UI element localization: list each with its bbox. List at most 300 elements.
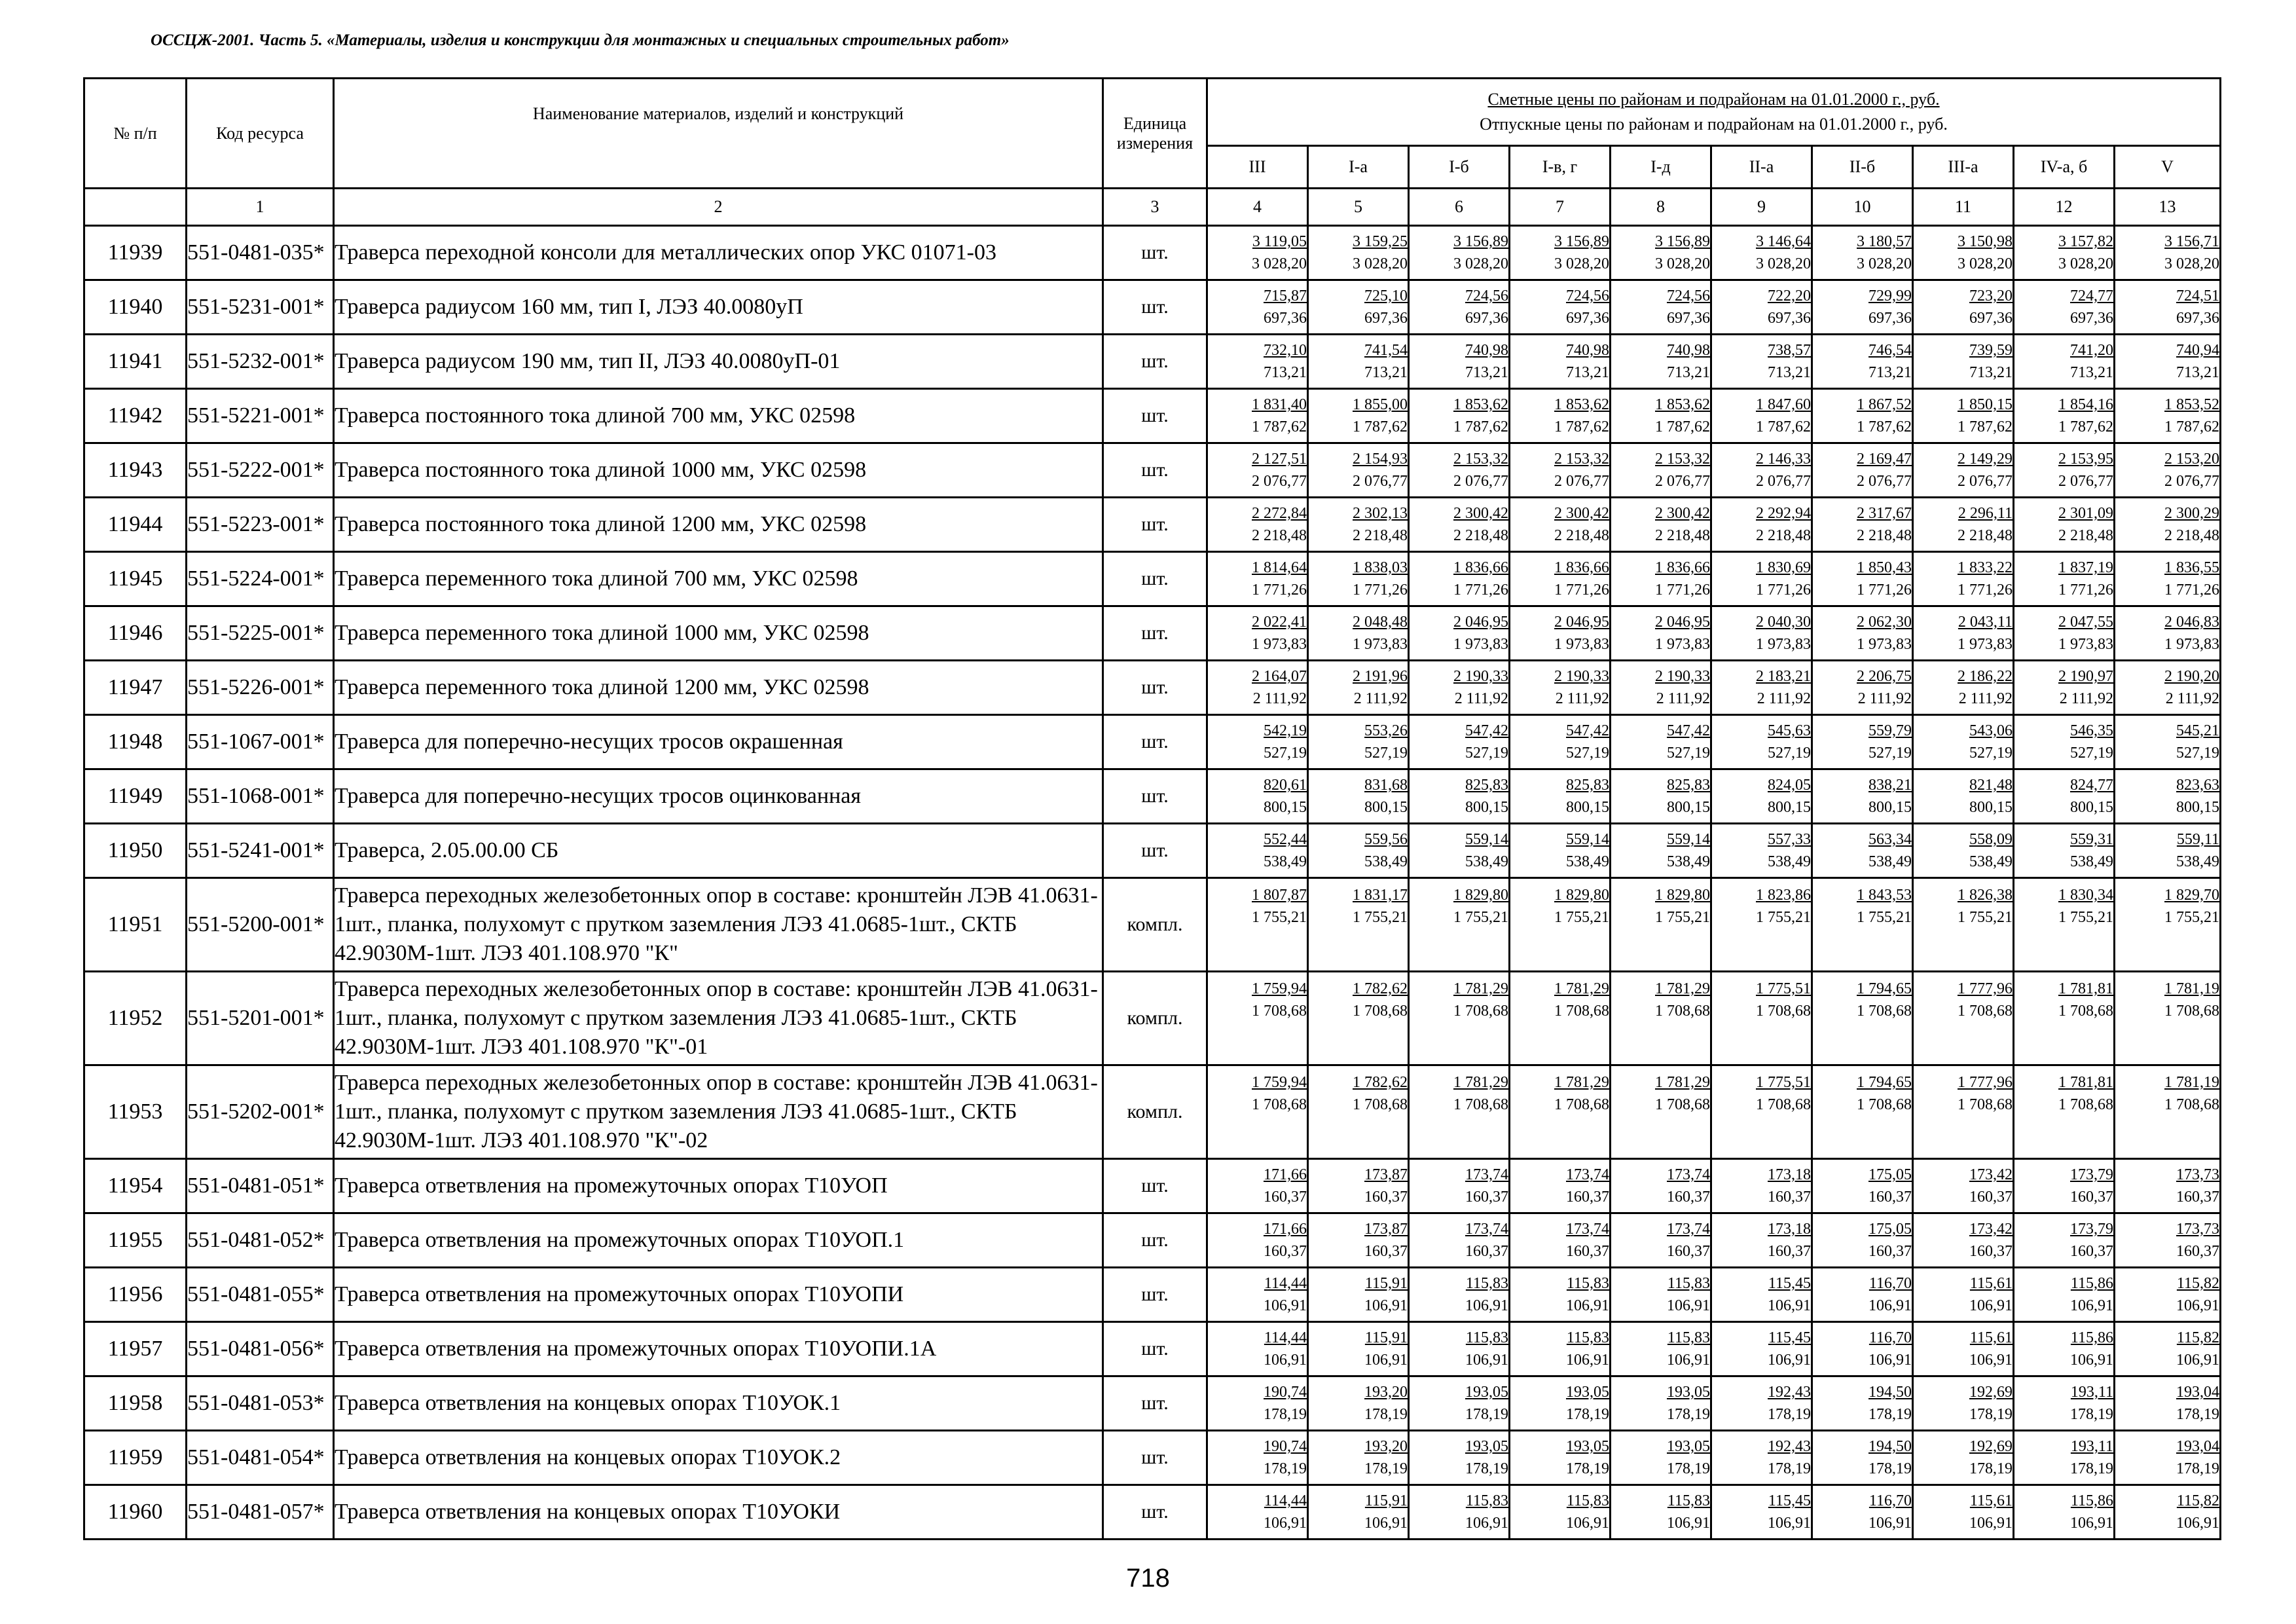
price-cell bbox=[2014, 972, 2115, 1065]
item-name: Траверса постоянного тока длиной 700 мм, УКС 02598 bbox=[334, 389, 1103, 443]
release-price: 2 218,48 bbox=[1554, 527, 1609, 544]
item-name: Траверса ответвления на промежуточных опорах Т10УОП.1 bbox=[334, 1213, 1103, 1268]
release-price: 1 973,83 bbox=[1857, 636, 1912, 653]
release-price: 713,21 bbox=[1364, 364, 1408, 381]
estimate-price: 545,63 bbox=[1768, 722, 1811, 739]
price-cell bbox=[1207, 1213, 1308, 1268]
estimate-price: 2 300,29 bbox=[2164, 505, 2220, 522]
estimate-price: 115,83 bbox=[1667, 1275, 1710, 1292]
estimate-price: 546,35 bbox=[2070, 722, 2113, 739]
resource-code: 551-0481-053* bbox=[187, 1376, 334, 1431]
estimate-price: 2 153,20 bbox=[2164, 451, 2220, 468]
estimate-price: 2 046,83 bbox=[2164, 614, 2220, 631]
release-price: 1 708,68 bbox=[1655, 1003, 1710, 1020]
estimate-price: 115,45 bbox=[1768, 1492, 1811, 1509]
price-cell bbox=[1510, 769, 1611, 824]
estimate-price: 173,74 bbox=[1465, 1221, 1508, 1238]
estimate-price: 192,69 bbox=[1969, 1438, 2013, 1455]
release-price: 178,19 bbox=[1264, 1460, 1307, 1477]
release-price: 1 787,62 bbox=[1554, 418, 1609, 435]
release-price: 2 076,77 bbox=[1857, 473, 1912, 490]
region-header: III bbox=[1207, 146, 1308, 189]
release-price: 538,49 bbox=[1364, 853, 1408, 870]
price-cell bbox=[2014, 1065, 2115, 1159]
estimate-price: 1 759,94 bbox=[1252, 980, 1307, 997]
estimate-price: 1 782,62 bbox=[1353, 980, 1408, 997]
release-price: 1 771,26 bbox=[1554, 581, 1609, 599]
release-price: 3 028,20 bbox=[1857, 255, 1912, 272]
release-price: 160,37 bbox=[1667, 1189, 1710, 1206]
estimate-price: 724,56 bbox=[1566, 287, 1609, 304]
table-body bbox=[84, 226, 2221, 1540]
release-price: 713,21 bbox=[1465, 364, 1508, 381]
table-row bbox=[84, 552, 2221, 606]
price-cell bbox=[2014, 1485, 2115, 1540]
price-cell bbox=[1409, 1159, 1510, 1213]
release-price: 1 771,26 bbox=[1655, 581, 1710, 599]
resource-code: 551-0481-035* bbox=[187, 226, 334, 280]
release-price: 2 076,77 bbox=[1453, 473, 1508, 490]
release-price: 1 708,68 bbox=[2058, 1096, 2113, 1113]
estimate-price: 724,56 bbox=[1667, 287, 1710, 304]
price-cell bbox=[1812, 824, 1913, 878]
price-cell bbox=[1409, 769, 1510, 824]
region-header: II-а bbox=[1711, 146, 1812, 189]
release-price: 160,37 bbox=[1768, 1189, 1811, 1206]
release-price: 160,37 bbox=[1465, 1243, 1508, 1260]
item-name: Траверса переменного тока длиной 700 мм, УКС 02598 bbox=[334, 552, 1103, 606]
price-cell bbox=[2014, 226, 2115, 280]
price-cell bbox=[1913, 1159, 2014, 1213]
price-cell bbox=[1207, 824, 1308, 878]
unit-of-measure: шт. bbox=[1103, 1159, 1207, 1213]
estimate-price: 114,44 bbox=[1264, 1275, 1307, 1292]
estimate-price: 173,18 bbox=[1768, 1166, 1811, 1183]
price-cell bbox=[1308, 972, 1409, 1065]
price-cell bbox=[1510, 280, 1611, 335]
price-cell bbox=[1711, 226, 1812, 280]
release-price: 1 755,21 bbox=[1756, 909, 1811, 926]
release-price: 178,19 bbox=[2070, 1460, 2113, 1477]
table-row bbox=[84, 972, 2221, 1065]
price-cell bbox=[1510, 1485, 1611, 1540]
price-cell bbox=[2115, 443, 2221, 498]
release-price: 160,37 bbox=[2070, 1189, 2113, 1206]
release-price: 1 771,26 bbox=[1353, 581, 1408, 599]
item-name: Траверса переменного тока длиной 1000 мм, УКС 02598 bbox=[334, 606, 1103, 661]
price-cell bbox=[1510, 1065, 1611, 1159]
estimate-price: 115,83 bbox=[1465, 1329, 1508, 1346]
price-cell bbox=[1711, 769, 1812, 824]
price-cell bbox=[1812, 226, 1913, 280]
release-price: 800,15 bbox=[1465, 799, 1508, 816]
release-price: 160,37 bbox=[1868, 1243, 1912, 1260]
price-cell bbox=[1913, 1431, 2014, 1485]
estimate-price: 1 781,29 bbox=[1453, 1074, 1508, 1091]
release-price: 3 028,20 bbox=[1655, 255, 1710, 272]
price-cell bbox=[1913, 280, 2014, 335]
price-cell bbox=[2014, 1159, 2115, 1213]
estimate-price: 542,19 bbox=[1264, 722, 1307, 739]
release-price: 527,19 bbox=[2176, 745, 2220, 762]
price-cell bbox=[1812, 878, 1913, 972]
price-cell bbox=[2115, 335, 2221, 389]
price-cell bbox=[1711, 280, 1812, 335]
price-cell bbox=[2014, 1213, 2115, 1268]
item-name: Траверса переходных железобетонных опор в составе: кронштейн ЛЭВ 41.0631-1шт., планка, полухомут с прутком заземления ЛЭЗ 41.0685-1шт., СКТБ 42.9030М-1шт. ЛЭЗ 401.108.970 "К"-02 bbox=[334, 1065, 1103, 1159]
release-price: 713,21 bbox=[1264, 364, 1307, 381]
estimate-price: 2 062,30 bbox=[1857, 614, 1912, 631]
estimate-price: 193,20 bbox=[1364, 1384, 1408, 1401]
estimate-price: 2 169,47 bbox=[1857, 451, 1912, 468]
estimate-price: 192,69 bbox=[1969, 1384, 2013, 1401]
region-header: III-а bbox=[1913, 146, 2014, 189]
price-cell bbox=[1812, 1485, 1913, 1540]
estimate-price: 2 190,33 bbox=[1453, 668, 1508, 685]
item-name: Траверса ответвления на промежуточных опорах Т10УОП bbox=[334, 1159, 1103, 1213]
release-price: 713,21 bbox=[1969, 364, 2013, 381]
release-price: 106,91 bbox=[1667, 1297, 1710, 1314]
release-price: 3 028,20 bbox=[1252, 255, 1307, 272]
estimate-price: 1 794,65 bbox=[1857, 1074, 1912, 1091]
release-price: 527,19 bbox=[2070, 745, 2113, 762]
release-price: 2 076,77 bbox=[1353, 473, 1408, 490]
release-price: 106,91 bbox=[1264, 1515, 1307, 1532]
release-price: 2 076,77 bbox=[1756, 473, 1811, 490]
price-cell bbox=[2014, 498, 2115, 552]
price-cell bbox=[1812, 972, 1913, 1065]
estimate-price: 2 154,93 bbox=[1353, 451, 1408, 468]
release-price: 1 787,62 bbox=[1857, 418, 1912, 435]
price-cell bbox=[1711, 1376, 1812, 1431]
release-price: 697,36 bbox=[1969, 310, 2013, 327]
region-header: I-а bbox=[1308, 146, 1409, 189]
estimate-price: 1 781,29 bbox=[1453, 980, 1508, 997]
release-price: 106,91 bbox=[1264, 1352, 1307, 1369]
row-number: 11946 bbox=[84, 606, 187, 661]
estimate-price: 3 156,89 bbox=[1655, 233, 1710, 250]
release-price: 106,91 bbox=[1566, 1515, 1609, 1532]
column-number: 5 bbox=[1308, 189, 1409, 226]
estimate-price: 173,74 bbox=[1566, 1221, 1609, 1238]
release-price: 178,19 bbox=[1465, 1406, 1508, 1423]
column-number bbox=[84, 189, 187, 226]
column-number: 12 bbox=[2014, 189, 2115, 226]
price-cell bbox=[1812, 498, 1913, 552]
resource-code: 551-0481-055* bbox=[187, 1268, 334, 1322]
estimate-price: 1 831,40 bbox=[1252, 396, 1307, 413]
estimate-price: 193,05 bbox=[1566, 1384, 1609, 1401]
estimate-price: 2 153,95 bbox=[2058, 451, 2113, 468]
release-price: 106,91 bbox=[1969, 1515, 2013, 1532]
estimate-price: 115,91 bbox=[1364, 1329, 1408, 1346]
price-cell bbox=[1308, 389, 1409, 443]
table-row bbox=[84, 280, 2221, 335]
table-row bbox=[84, 443, 2221, 498]
estimate-price: 115,61 bbox=[1969, 1492, 2013, 1509]
release-price: 178,19 bbox=[1364, 1460, 1408, 1477]
estimate-price: 1 781,81 bbox=[2058, 980, 2113, 997]
price-cell bbox=[1308, 280, 1409, 335]
table-row bbox=[84, 769, 2221, 824]
price-cell bbox=[1812, 552, 1913, 606]
release-price: 106,91 bbox=[1465, 1297, 1508, 1314]
estimate-price: 1 838,03 bbox=[1353, 559, 1408, 576]
price-cell bbox=[1409, 1376, 1510, 1431]
price-cell bbox=[1409, 715, 1510, 769]
estimate-price: 2 127,51 bbox=[1252, 451, 1307, 468]
price-cell bbox=[1409, 606, 1510, 661]
price-cell bbox=[1611, 552, 1711, 606]
release-price: 713,21 bbox=[1768, 364, 1811, 381]
release-price: 1 755,21 bbox=[1857, 909, 1912, 926]
price-cell bbox=[1913, 606, 2014, 661]
release-price: 538,49 bbox=[1465, 853, 1508, 870]
price-cell bbox=[1711, 972, 1812, 1065]
unit-of-measure: шт. bbox=[1103, 498, 1207, 552]
estimate-price: 824,77 bbox=[2070, 777, 2113, 794]
estimate-price: 115,61 bbox=[1969, 1275, 2013, 1292]
price-cell bbox=[2115, 824, 2221, 878]
unit-of-measure: шт. bbox=[1103, 1485, 1207, 1540]
release-price: 1 787,62 bbox=[1252, 418, 1307, 435]
price-cell bbox=[1812, 389, 1913, 443]
estimate-price: 2 022,41 bbox=[1252, 614, 1307, 631]
release-price: 160,37 bbox=[1768, 1243, 1811, 1260]
price-cell bbox=[2014, 878, 2115, 972]
estimate-price: 3 146,64 bbox=[1756, 233, 1811, 250]
estimate-price: 1 777,96 bbox=[1958, 1074, 2013, 1091]
release-price: 178,19 bbox=[1768, 1460, 1811, 1477]
price-cell bbox=[1207, 335, 1308, 389]
estimate-price: 115,45 bbox=[1768, 1275, 1811, 1292]
release-price: 1 771,26 bbox=[1756, 581, 1811, 599]
price-cell bbox=[1611, 715, 1711, 769]
release-price: 160,37 bbox=[1969, 1243, 2013, 1260]
release-price: 1 973,83 bbox=[1252, 636, 1307, 653]
estimate-price: 2 292,94 bbox=[1756, 505, 1811, 522]
release-price: 178,19 bbox=[1465, 1460, 1508, 1477]
estimate-price: 2 186,22 bbox=[1958, 668, 2013, 685]
price-cell bbox=[1207, 1159, 1308, 1213]
price-cell bbox=[1812, 661, 1913, 715]
estimate-price: 115,83 bbox=[1667, 1329, 1710, 1346]
release-price: 1 708,68 bbox=[1756, 1096, 1811, 1113]
price-cell bbox=[1913, 878, 2014, 972]
estimate-price: 1 831,17 bbox=[1353, 887, 1408, 904]
price-cell bbox=[2115, 606, 2221, 661]
release-price: 1 787,62 bbox=[1453, 418, 1508, 435]
estimate-price: 193,05 bbox=[1667, 1438, 1710, 1455]
row-number: 11954 bbox=[84, 1159, 187, 1213]
release-price: 178,19 bbox=[1969, 1406, 2013, 1423]
page-number: 718 bbox=[1126, 1564, 1170, 1593]
price-cell bbox=[1409, 1065, 1510, 1159]
price-cell bbox=[2115, 1322, 2221, 1376]
estimate-price: 193,04 bbox=[2176, 1438, 2220, 1455]
release-price: 1 973,83 bbox=[1353, 636, 1408, 653]
estimate-price: 740,98 bbox=[1465, 342, 1508, 359]
region-header: II-б bbox=[1812, 146, 1913, 189]
unit-of-measure: шт. bbox=[1103, 389, 1207, 443]
row-number: 11953 bbox=[84, 1065, 187, 1159]
price-cell bbox=[1913, 1268, 2014, 1322]
release-price: 800,15 bbox=[1264, 799, 1307, 816]
estimate-price: 2 272,84 bbox=[1252, 505, 1307, 522]
estimate-price: 193,04 bbox=[2176, 1384, 2220, 1401]
price-cell bbox=[1913, 661, 2014, 715]
price-cell bbox=[1207, 280, 1308, 335]
estimate-price: 173,73 bbox=[2176, 1166, 2220, 1183]
release-price: 538,49 bbox=[2070, 853, 2113, 870]
unit-of-measure: шт. bbox=[1103, 280, 1207, 335]
estimate-price: 559,79 bbox=[1868, 722, 1912, 739]
release-price: 527,19 bbox=[1566, 745, 1609, 762]
price-cell bbox=[1913, 1376, 2014, 1431]
estimate-price: 115,83 bbox=[1465, 1275, 1508, 1292]
price-cell bbox=[1510, 1159, 1611, 1213]
header-prices bbox=[1207, 79, 2221, 146]
estimate-price: 193,11 bbox=[2070, 1384, 2113, 1401]
release-price: 178,19 bbox=[1969, 1460, 2013, 1477]
document-header: ОССЦЖ-2001. Часть 5. «Материалы, изделия и конструкции для монтажных и специальных строительных работ» bbox=[151, 31, 1010, 49]
release-price: 2 218,48 bbox=[1958, 527, 2013, 544]
estimate-price: 825,83 bbox=[1667, 777, 1710, 794]
price-cell bbox=[1510, 335, 1611, 389]
column-number: 3 bbox=[1103, 189, 1207, 226]
release-price: 1 708,68 bbox=[1353, 1096, 1408, 1113]
price-cell bbox=[1611, 1431, 1711, 1485]
item-name: Траверса переходных железобетонных опор в составе: кронштейн ЛЭВ 41.0631-1шт., планка, полухомут с прутком заземления ЛЭЗ 41.0685-1шт., СКТБ 42.9030М-1шт. ЛЭЗ 401.108.970 "К" bbox=[334, 878, 1103, 972]
item-name: Траверса, 2.05.00.00 СБ bbox=[334, 824, 1103, 878]
price-cell bbox=[1812, 443, 1913, 498]
release-price: 2 111,92 bbox=[1757, 690, 1811, 707]
release-price: 2 111,92 bbox=[1555, 690, 1609, 707]
price-cell bbox=[1207, 1485, 1308, 1540]
price-cell bbox=[1611, 280, 1711, 335]
price-cell bbox=[1611, 335, 1711, 389]
release-price: 106,91 bbox=[1264, 1297, 1307, 1314]
release-price: 160,37 bbox=[1264, 1189, 1307, 1206]
release-price: 1 787,62 bbox=[2058, 418, 2113, 435]
price-cell bbox=[1913, 1485, 2014, 1540]
release-price: 160,37 bbox=[1868, 1189, 1912, 1206]
resource-code: 551-5200-001* bbox=[187, 878, 334, 972]
estimate-price: 2 153,32 bbox=[1453, 451, 1508, 468]
release-price: 1 787,62 bbox=[2164, 418, 2220, 435]
release-price: 2 218,48 bbox=[1857, 527, 1912, 544]
item-name: Траверса ответвления на промежуточных опорах Т10УОПИ.1А bbox=[334, 1322, 1103, 1376]
table-row bbox=[84, 1159, 2221, 1213]
estimate-price: 1 781,29 bbox=[1554, 1074, 1609, 1091]
release-price: 697,36 bbox=[1768, 310, 1811, 327]
column-number: 10 bbox=[1812, 189, 1913, 226]
estimate-price: 722,20 bbox=[1768, 287, 1811, 304]
unit-of-measure: шт. bbox=[1103, 606, 1207, 661]
estimate-price: 1 794,65 bbox=[1857, 980, 1912, 997]
price-cell bbox=[2014, 1376, 2115, 1431]
release-price: 1 771,26 bbox=[1857, 581, 1912, 599]
estimate-price: 1 829,80 bbox=[1554, 887, 1609, 904]
estimate-price: 115,83 bbox=[1566, 1275, 1609, 1292]
estimate-price: 2 191,96 bbox=[1353, 668, 1408, 685]
estimate-price: 559,14 bbox=[1465, 831, 1508, 848]
release-price: 697,36 bbox=[2070, 310, 2113, 327]
estimate-price: 1 867,52 bbox=[1857, 396, 1912, 413]
price-cell bbox=[1510, 824, 1611, 878]
price-cell bbox=[1611, 389, 1711, 443]
price-cell bbox=[1812, 606, 1913, 661]
price-cell bbox=[1913, 972, 2014, 1065]
release-price: 106,91 bbox=[1768, 1352, 1811, 1369]
resource-code: 551-5232-001* bbox=[187, 335, 334, 389]
price-cell bbox=[1711, 824, 1812, 878]
estimate-price: 1 854,16 bbox=[2058, 396, 2113, 413]
price-cell bbox=[1611, 1268, 1711, 1322]
estimate-price: 2 153,32 bbox=[1655, 451, 1710, 468]
price-cell bbox=[2115, 661, 2221, 715]
column-number: 13 bbox=[2115, 189, 2221, 226]
price-cell bbox=[1711, 878, 1812, 972]
resource-code: 551-5202-001* bbox=[187, 1065, 334, 1159]
estimate-price: 838,21 bbox=[1868, 777, 1912, 794]
estimate-price: 2 047,55 bbox=[2058, 614, 2113, 631]
release-price: 106,91 bbox=[1364, 1515, 1408, 1532]
release-price: 1 755,21 bbox=[1554, 909, 1609, 926]
table-row bbox=[84, 1376, 2221, 1431]
header-num: № п/п bbox=[84, 79, 187, 189]
release-price: 1 973,83 bbox=[1554, 636, 1609, 653]
item-name: Траверса переменного тока длиной 1200 мм, УКС 02598 bbox=[334, 661, 1103, 715]
price-cell bbox=[1308, 824, 1409, 878]
release-price: 106,91 bbox=[1465, 1352, 1508, 1369]
estimate-price: 2 317,67 bbox=[1857, 505, 1912, 522]
estimate-price: 1 781,29 bbox=[1655, 1074, 1710, 1091]
price-cell bbox=[2014, 443, 2115, 498]
estimate-price: 2 183,21 bbox=[1756, 668, 1811, 685]
estimate-price: 115,45 bbox=[1768, 1329, 1811, 1346]
release-price: 106,91 bbox=[2176, 1297, 2220, 1314]
estimate-price: 115,82 bbox=[2176, 1492, 2220, 1509]
release-price: 3 028,20 bbox=[1353, 255, 1408, 272]
release-price: 178,19 bbox=[2176, 1460, 2220, 1477]
price-cell bbox=[1913, 769, 2014, 824]
release-price: 2 076,77 bbox=[1655, 473, 1710, 490]
price-cell bbox=[1510, 606, 1611, 661]
estimate-price: 2 296,11 bbox=[1958, 505, 2013, 522]
price-cell bbox=[1207, 443, 1308, 498]
estimate-price: 1 781,19 bbox=[2164, 980, 2220, 997]
resource-code: 551-5221-001* bbox=[187, 389, 334, 443]
price-cell bbox=[1308, 443, 1409, 498]
item-name: Траверса постоянного тока длиной 1000 мм, УКС 02598 bbox=[334, 443, 1103, 498]
price-cell bbox=[1409, 1485, 1510, 1540]
price-cell bbox=[1711, 661, 1812, 715]
price-table bbox=[83, 77, 2221, 1540]
estimate-price: 723,20 bbox=[1969, 287, 2013, 304]
release-price: 106,91 bbox=[1768, 1297, 1811, 1314]
price-cell bbox=[1409, 552, 1510, 606]
price-cell bbox=[1510, 972, 1611, 1065]
price-cell bbox=[1711, 606, 1812, 661]
price-cell bbox=[1611, 1065, 1711, 1159]
release-price: 178,19 bbox=[1768, 1406, 1811, 1423]
release-price: 3 028,20 bbox=[1554, 255, 1609, 272]
price-cell bbox=[2115, 280, 2221, 335]
estimate-price: 115,86 bbox=[2070, 1492, 2113, 1509]
price-cell bbox=[1611, 769, 1711, 824]
price-cell bbox=[1409, 443, 1510, 498]
